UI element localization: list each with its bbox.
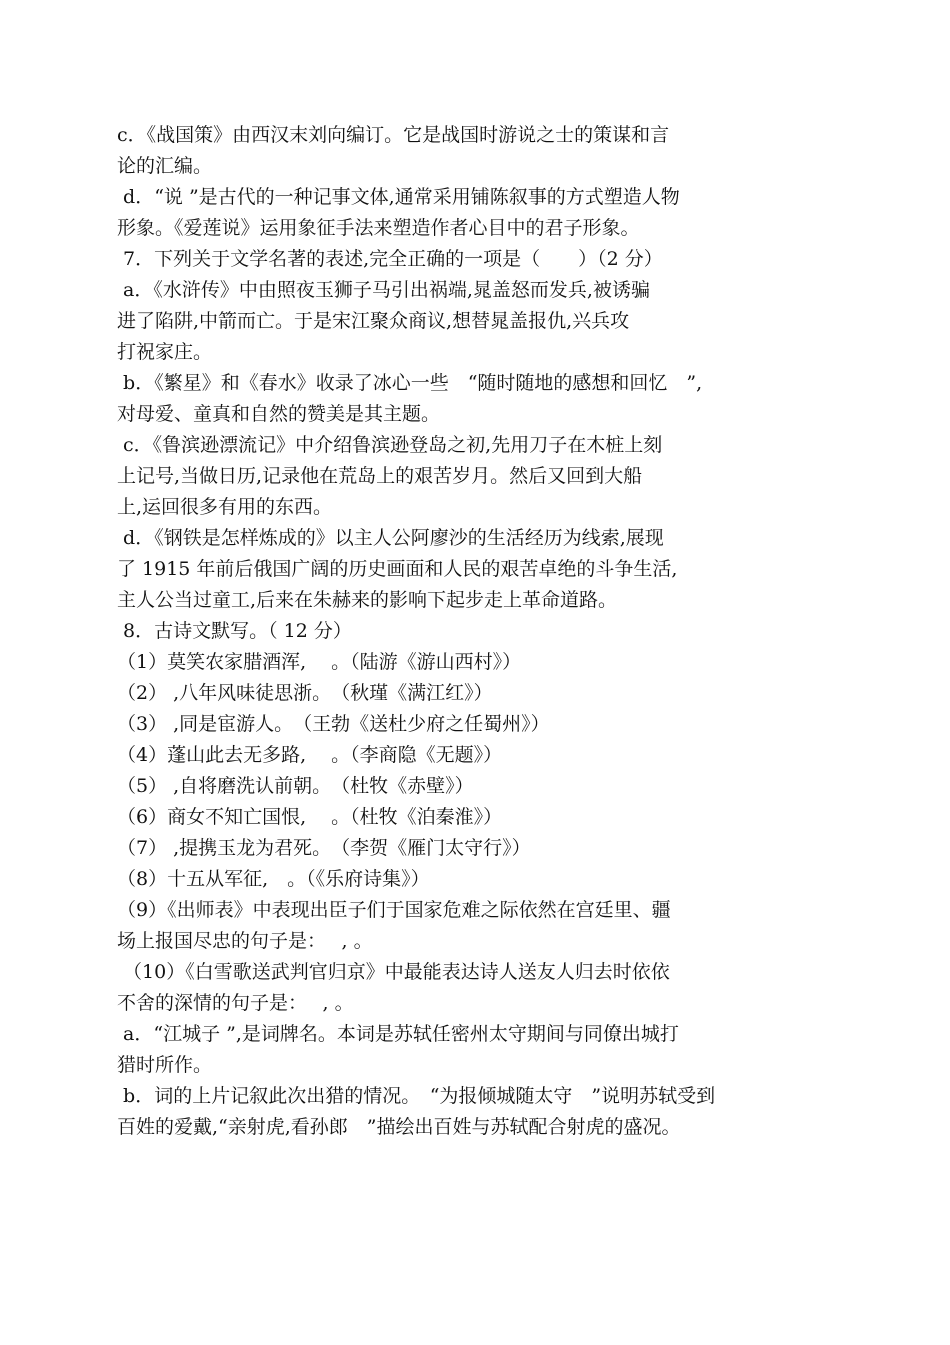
text-line: 上,运回很多有用的东西。 (117, 496, 333, 518)
text-line: （5） ,自将磨洗认前朝。 （杜牧《赤壁》） (117, 775, 474, 797)
text-line: （10）《白雪歌送武判官归京》中最能表达诗人送友人归去时依依 (117, 961, 670, 983)
question-7-stem: 7．下列关于文学名著的表述,完全正确的一项是（ ）（2 分） (117, 248, 663, 270)
text-line: b．词的上片记叙此次出猎的情况。 “为报倾城随太守 ”说明苏轼受到 (117, 1085, 716, 1107)
text-line: 对母爱、童真和自然的赞美是其主题。 (117, 403, 441, 425)
text-line: （3） ,同是宦游人。 （王勃《送杜少府之任蜀州》） (117, 713, 550, 735)
text-line: b．《繁星》和《春水》收录了冰心一些 “随时随地的感想和回忆 ”, (117, 372, 703, 394)
text-line: 形象。《爱莲说》运用象征手法来塑造作者心目中的君子形象。 (117, 217, 640, 239)
text-line: 打祝家庄。 (117, 341, 213, 363)
text-line: 场上报国尽忠的句子是： , 。 (117, 930, 373, 952)
text-line: 百姓的爱戴,“亲射虎,看孙郎 ”描绘出百姓与苏轼配合射虎的盛况。 (117, 1116, 681, 1138)
text-line: d．《钢铁是怎样炼成的》以主人公阿廖沙的生活经历为线索,展现 (117, 527, 664, 549)
text-line: 进了陷阱,中箭而亡。于是宋江聚众商议,想替晁盖报仇,兴兵攻 (117, 310, 630, 332)
text-line: c．《战国策》由西汉末刘向编订。它是战国时游说之士的策谋和言 (117, 124, 670, 146)
question-8-stem: 8．古诗文默写。（ 12 分） (117, 620, 352, 642)
text-line: （2） ,八年风味徒思浙。 （秋瑾《满江红》） (117, 682, 493, 704)
text-line: c．《鲁滨逊漂流记》中介绍鲁滨逊登岛之初,先用刀子在木桩上刻 (117, 434, 663, 456)
text-line: 了 1915 年前后俄国广阔的历史画面和人民的艰苦卓绝的斗争生活, (117, 558, 678, 580)
text-line: （8）十五从军征, 。（《乐府诗集》） (117, 868, 430, 890)
text-line: 不舍的深情的句子是： , 。 (117, 992, 354, 1014)
text-line: （7） ,提携玉龙为君死。 （李贺《雁门太守行》） (117, 837, 531, 859)
text-line: （6）商女不知亡国恨, 。（杜牧《泊秦淮》） (117, 806, 503, 828)
text-line: 猎时所作。 (117, 1054, 213, 1076)
text-line: （4）蓬山此去无多路, 。（李商隐《无题》） (117, 744, 503, 766)
text-line: （9）《出师表》中表现出臣子们于国家危难之际依然在宫廷里、疆 (117, 899, 671, 921)
text-line: a．《水浒传》中由照夜玉狮子马引出祸端,晁盖怒而发兵,被诱骗 (117, 279, 650, 301)
text-line: d．“说 ”是古代的一种记事文体,通常采用铺陈叙事的方式塑造人物 (117, 186, 680, 208)
document-body (117, 120, 817, 1143)
text-line: 上记号,当做日历,记录他在荒岛上的艰苦岁月。然后又回到大船 (117, 465, 643, 487)
text-line: a．“江城子 ”,是词牌名。本词是苏轼任密州太守期间与同僚出城打 (117, 1023, 679, 1045)
text-line: 主人公当过童工,后来在朱赫来的影响下起步走上革命道路。 (117, 589, 618, 611)
text-line: （1）莫笑农家腊酒浑, 。（陆游《游山西村》） (117, 651, 522, 673)
text-line: 论的汇编。 (117, 155, 213, 177)
